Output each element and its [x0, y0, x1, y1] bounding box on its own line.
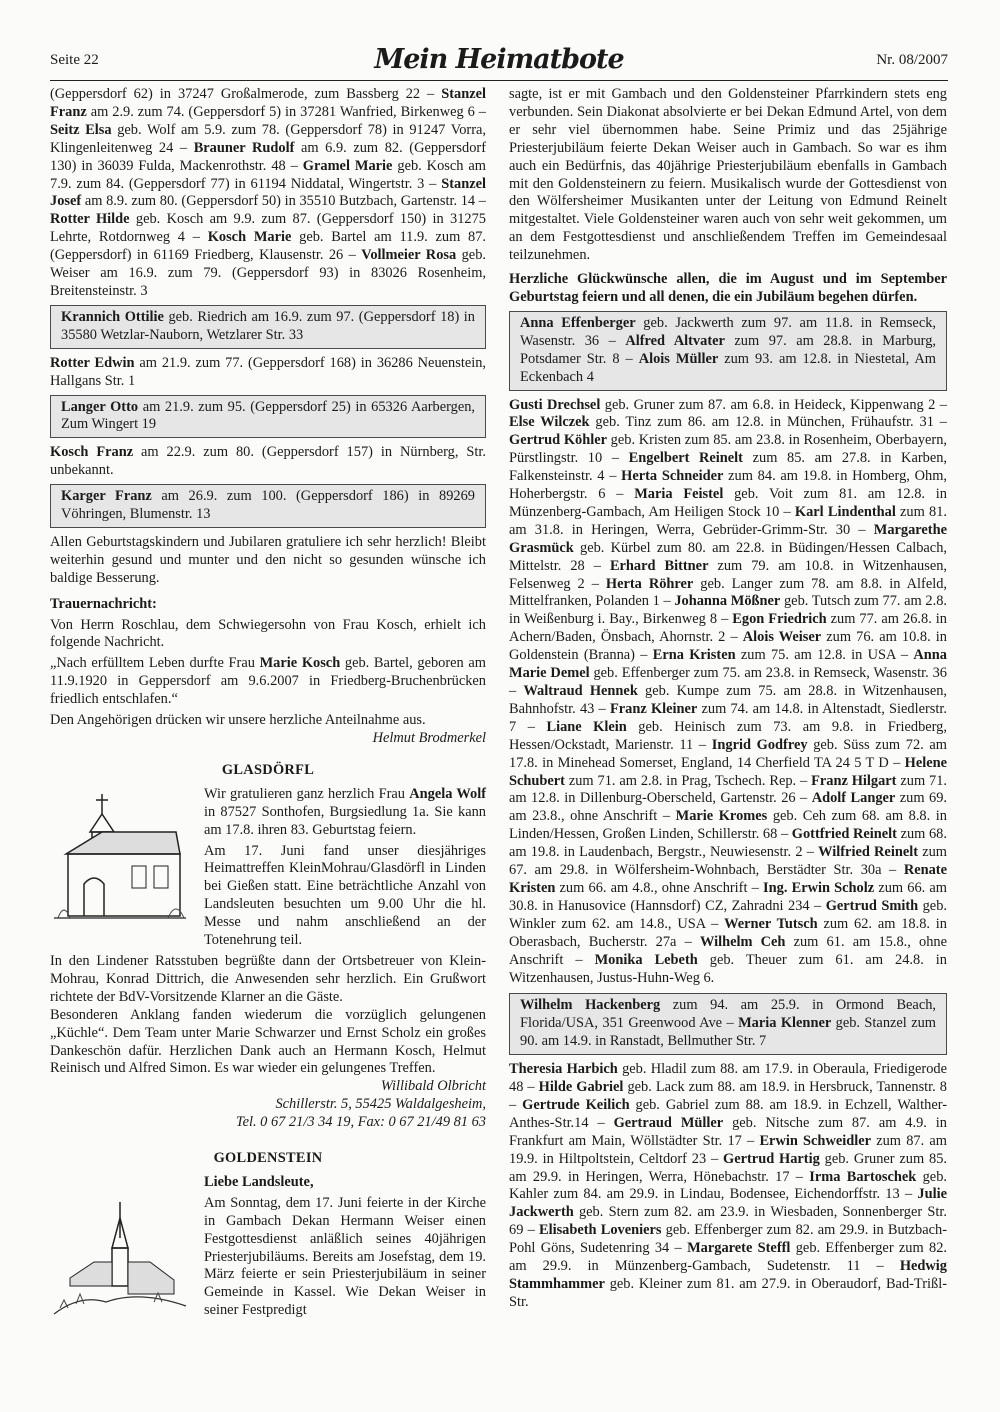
entry-text: geb. Kleiner zum 81. am 27.9. in Oberaudorf, Bad-Trißl-Str. — [509, 1276, 947, 1310]
birthday-entry — [50, 355, 486, 391]
entry-text: geb. Stanzel zum 90. am 14.9. in Ranstadt, Bellmuther Str. 7 — [520, 1015, 936, 1050]
person-name: Waltraud Hennek — [523, 683, 638, 699]
person-name: Gertrud Köhler — [509, 432, 607, 449]
author-signature: Willibald Olbricht — [380, 1078, 486, 1095]
entry-text: zum 68. am 19.8. in Laudenbach, Bergstr., Neuwiesenstr. 2 – — [509, 826, 947, 861]
person-name: Angela Wolf — [409, 785, 487, 802]
highlight-box — [50, 484, 486, 528]
person-name: Gusti Drechsel — [509, 396, 601, 413]
entry-text: geb. Kosch am 9.9. zum 87. (Geppersdorf 150) in 31275 Lehrte, Rotdornweg 4 – — [50, 211, 486, 246]
person-name: Gramel Marie — [302, 157, 393, 174]
entry-text: geb. Effenberger zum 75. am 23.8. in Remseck, Wasenstr. 36 – — [509, 665, 947, 699]
birthday-entry — [50, 444, 486, 480]
person-name: Ingrid Godfrey — [711, 736, 808, 753]
obituary-text — [50, 655, 486, 709]
entry-text: am 2.9. zum 74. (Geppersdorf 5) in 37281 Wanfried, Birkenweg 6 – — [86, 103, 486, 120]
person-name: Egon Friedrich — [732, 611, 827, 628]
person-name: Werner Tutsch — [724, 915, 818, 932]
goldenstein-salutation: Liebe Landsleute, — [204, 1173, 314, 1190]
person-name: Marie Kosch — [259, 655, 341, 672]
person-name: Gertrud Hartig — [723, 1150, 820, 1167]
obituary-heading: Trauernachricht: — [50, 595, 157, 612]
entry-text: zum 77. am 26.8. in Achern/Baden, Önsbach, Ahornstr. 2 – — [509, 611, 947, 646]
entry-text: geb. Bartel am 11.9. zum 87. (Geppersdorf) in 61169 Friedberg, Klausenstr. 26 – — [50, 229, 487, 264]
entry-text: geb. Tinz zum 86. am 12.8. in München, Frühaufstr. 31 – — [589, 414, 947, 431]
entry-text: zum 94. am 25.9. in Ormond Beach, Florida/USA, 351 Greenwood Ave – — [520, 997, 936, 1032]
person-name: Wilhelm Ceh — [699, 933, 786, 950]
person-name: Franz Hilgart — [811, 772, 897, 789]
entry-text: geb. Riedrich am 16.9. zum 97. (Geppersdorf 18) in 35580 Wetzlar-Nauborn, Wetzlarer Str. 33 — [61, 308, 475, 343]
congratulations-heading: Herzliche Glückwünsche allen, die im August und im September Geburtstag feiern und all denen, die ein Jubiläum begehen dürfen. — [509, 271, 947, 305]
entry-text: geb. Kumpe zum 75. am 28.8. in Witzenhausen, Bahnhofstr. 43 – — [509, 683, 948, 717]
person-name: Langer Otto — [61, 398, 139, 415]
person-name: Helene Schubert — [509, 754, 947, 789]
entry-text: geb. Lack zum 88. am 18.9. in Hersbruck, Tannenstr. 8 – — [509, 1079, 948, 1113]
highlight-box — [509, 311, 947, 391]
entry-text: geb. Weiser am 16.9. zum 79. (Geppersdorf 93) in 83026 Rosenheim, Breitensteinstr. 3 — [50, 247, 486, 299]
entry-text: am 22.9. zum 80. (Geppersdorf 157) in Nürnberg, Str. unbekannt. — [50, 444, 487, 479]
goldenstein-text-continued: sagte, ist er mit Gambach und den Goldensteiner Pfarrkindern stets eng verbunden. Sein Diakonat absolvierte er bei Dekan Edmund Artel, von dem er sehr viel übernommen habe. Seine Primiz und das 25jährige Priesterjubiläum feierte Dekan Weiser auch in Gambach. So war es ihm auch ein Bedürfnis, das 40jährige Priesterjubiläum ebenfalls in Gambach mit den Goldensteinern zu feiern. Musikalisch wurde der Gottesdienst von den Wölfersheimer Musikanten unter der Leitung von Edmund Reinelt mitgestaltet. Viele Goldensteiner waren auch von sehr weit gekommen, um an dem Festgottesdienst und anschließendem Treffen im Gemeindesaal teilzunehmen. — [509, 86, 947, 264]
person-name: Monika Lebeth — [594, 951, 698, 968]
person-name: Anna Effenberger — [520, 314, 636, 331]
issue-number: Nr. 08/2007 — [876, 52, 948, 68]
chapel-illustration — [50, 792, 194, 936]
entry-text: (Geppersdorf 62) in 37247 Großalmerode, zum Bassberg 22 – — [50, 86, 442, 102]
left-column — [50, 86, 486, 1324]
glasdoerfl-meeting-text: Am 17. Juni fand unser diesjähriges Heimattreffen KleinMohrau/Glasdörfl in Linden bei Gießen statt. Eine beträchtliche Anzahl von Landsleuten besuchten um 9.00 Uhr die hl. Messe und nahm anschließend an der Totenehrung teil. — [204, 842, 486, 949]
entry-text: zum 75. am 12.8. in USA – — [735, 647, 914, 664]
person-name: Johanna Mößner — [674, 593, 781, 610]
entry-text: geb. Jackwerth zum 97. am 11.8. in Remseck, Wasenstr. 36 – — [520, 314, 936, 349]
person-name: Vollmeier Rosa — [361, 247, 457, 264]
entry-text: geb. Gabriel zum 88. am 18.9. in Echzell, Walther-Anthes-Str.14 – — [509, 1096, 948, 1131]
entry-text: geb. Effenberger zum 82. am 29.9. in Münzenberg-Gambach, Sudetenstr. 11 – — [509, 1240, 948, 1275]
page-header — [50, 44, 948, 78]
person-name: Maria Feistel — [634, 486, 724, 503]
person-name: Herta Röhrer — [605, 575, 694, 592]
section-title-goldenstein: GOLDENSTEIN — [213, 1150, 323, 1167]
greeting-text: Allen Geburtstagskindern und Jubilaren gratuliere ich sehr herzlich! Bleibt weiterhin gesund und munter und den nicht so gesunden wünsche ich baldige Besserung. — [50, 533, 486, 586]
entry-text: zum 71. am 12.8. in Dillenburg-Oberscheld, Gartenstr. 26 – — [509, 772, 947, 807]
entry-text: geb. Kristen zum 85. am 23.8. in Rosenheim, Oberbayern, Pürstlingstr. 10 – — [509, 432, 947, 467]
person-name: Kosch Marie — [207, 229, 292, 246]
church-illustration — [50, 1198, 194, 1322]
entry-text: geb. Wolf am 5.9. zum 78. (Geppersdorf 78) in 91247 Vorra, Klingenleitenweg 24 – — [50, 121, 486, 156]
entry-text: zum 84. am 19.8. in Homberg, Ohm, Hoherbergstr. 6 – — [509, 468, 947, 503]
entry-text: zum 85. am 27.8. in Karben, Falkensteinstr. 4 – — [509, 450, 947, 485]
entry-text: am 26.9. zum 100. (Geppersdorf 186) in 89269 Vöhringen, Blumenstr. 13 — [61, 488, 475, 523]
september-birthday-list — [509, 1061, 947, 1312]
person-name: Alois Müller — [638, 350, 719, 367]
entry-text: zum 97. am 28.8. in Marburg, Potsdamer Str. 8 – — [520, 332, 936, 367]
entry-text: geb. Tutsch zum 77. am 2.8. in Weißenburg i. Bay., Birkenweg 8 – — [509, 593, 947, 628]
person-name: Karger Franz — [61, 488, 152, 505]
entry-text: zum 81. am 31.8. in Heringen, Werra, Gebrüder-Grimm-Str. 30 – — [509, 503, 947, 538]
person-name: Engelbert Reinelt — [628, 450, 743, 467]
author-address: Schillerstr. 5, 55425 Waldalgesheim, — [275, 1096, 486, 1113]
person-name: Irma Bartoschek — [809, 1168, 917, 1185]
person-name: Brauner Rudolf — [193, 139, 295, 156]
entry-text: geb. Effenberger zum 82. am 29.9. in Butzbach-Pohl Göns, Sudetenring 34 – — [509, 1222, 947, 1257]
person-name: Margarethe Grasmück — [509, 521, 947, 556]
person-name: Wilfried Reinelt — [818, 844, 919, 861]
person-name: Hilde Gabriel — [538, 1079, 624, 1096]
entry-text: zum 79. am 10.8. in Witzenhausen, Felsenweg 2 – — [509, 557, 947, 592]
person-name: Erwin Schweidler — [759, 1132, 871, 1149]
entry-text: zum 87. am 19.9. in Hiltpoltstein, Celtdorf 23 – — [509, 1132, 947, 1167]
person-name: Gottfried Reinelt — [791, 826, 897, 843]
person-name: Julie Jackwerth — [509, 1186, 947, 1221]
entry-text: am 21.9. zum 95. (Geppersdorf 25) in 65326 Aarbergen, Zum Wingert 19 — [61, 398, 476, 433]
person-name: Rotter Edwin — [50, 354, 135, 371]
entry-text: geb. Winkler zum 62. am 14.8., USA – — [509, 897, 947, 932]
person-name: Alois Weiser — [742, 629, 822, 646]
header-rule — [50, 80, 948, 81]
entry-text: geb. Heinisch zum 73. am 9.8. in Friedberg, Hessen/Ockstadt, Marienstr. 11 – — [509, 718, 947, 753]
person-name: Adolf Langer — [811, 790, 896, 807]
entry-text: geb. Kürbel zum 80. am 22.8. in Büdingen/Hessen Calbach, Mittelstr. 28 – — [509, 539, 947, 574]
person-name: Gertraud Müller — [613, 1114, 724, 1131]
person-name: Hedwig Stammhammer — [509, 1258, 947, 1292]
author-phone: Tel. 0 67 21/3 34 19, Fax: 0 67 21/49 81 63 — [235, 1114, 486, 1131]
entry-text: zum 61. am 15.8., ohne Anschrift – — [509, 933, 947, 968]
glasdoerfl-thanks-text: Besonderen Anklang fanden wiederum die vorzüglich gelungenen „Küchle“. Dem Team unter Marie Schwarzer und Ernst Scholz ein großes Dankeschön dafür. Herzlichen Dank auch an Hermann Kosch, Helmut Reinisch und Alfred Simon. Es war wieder ein gelungenes Treffen. — [50, 1006, 486, 1077]
person-name: Franz Kleiner — [609, 700, 698, 717]
entry-text: geb. Theuer zum 61. am 24.8. in Witzenhausen, Justus-Huhn-Weg 6. — [509, 951, 948, 986]
august-birthday-list — [509, 397, 947, 988]
entry-text: geb. Süss zum 72. am 17.8. in Minehead Somerset, England, 14 Cherfield TA 24 5 T D – — [509, 736, 947, 771]
entry-text: zum 76. am 10.8. in Goldenstein (Branna) – — [509, 629, 947, 664]
person-name: Herta Schneider — [621, 468, 724, 485]
entry-text: geb. Stern zum 82. am 23.9. in Wiesbaden, Sonnenberger Str. 69 – — [509, 1204, 947, 1239]
glasdoerfl-greeting-text: In den Lindener Ratsstuben begrüßte dann der Ortsbetreuer von Klein-Mohrau, Konrad Dittrich, die Anwesenden sehr herzlich. Ein Grußwort richtete der BdV-Vorsitzende Klarner an die Gäste. — [50, 952, 486, 1005]
person-name: Ing. Erwin Scholz — [763, 879, 875, 896]
entry-text: zum 66. am 4.8., ohne Anschrift – — [555, 879, 764, 896]
person-name: Erna Kristen — [652, 647, 736, 664]
entry-text: zum 93. am 12.8. in Niestetal, Am Eckenbach 4 — [520, 350, 936, 385]
condolence-text: Den Angehörigen drücken wir unsere herzliche Anteilnahme aus. — [50, 712, 426, 729]
entry-text: geb. Bartel, geboren am 11.9.1920 in Geppersdorf am 9.6.2007 in Friedberg-Bruchenbrücken friedlich entschlafen.“ — [50, 655, 486, 708]
entry-text: „Nach erfülltem Leben durfte Frau — [50, 655, 260, 672]
person-name: Liane Klein — [546, 718, 627, 735]
masthead-logo: Mein Heimatbote — [374, 44, 624, 75]
person-name: Renate Kristen — [509, 862, 947, 896]
entry-text: in 87527 Sonthofen, Burgsiedlung 1a. Sie kann am 17.8. ihren 83. Geburtstag feiern. — [204, 803, 486, 838]
highlight-box — [50, 305, 486, 349]
person-name: Maria Klenner — [738, 1015, 832, 1032]
person-name: Alfred Altvater — [625, 332, 725, 349]
right-column — [509, 86, 947, 1315]
birthday-list-paragraph — [50, 86, 486, 301]
person-name: Kosch Franz — [50, 444, 134, 461]
entry-text: geb. Hladil zum 88. am 17.9. in Oberaula, Friedigerode 48 – — [509, 1061, 947, 1096]
person-name: Marie Kromes — [675, 808, 768, 825]
entry-text: zum 74. am 14.8. in Altenstadt, Siedlerstr. 7 – — [509, 700, 947, 735]
person-name: Elisabeth Loveniers — [538, 1222, 662, 1239]
highlight-box — [509, 993, 947, 1055]
entry-text: geb. Nitsche zum 87. am 4.9. in Frankfurt am Main, Wöllstädter Str. 17 – — [509, 1114, 947, 1149]
person-name: Gertrude Keilich — [522, 1096, 630, 1113]
entry-text: zum 66. am 30.8. in Hanusovice (Hannsdorf) CZ, Zahradni 234 – — [509, 879, 948, 914]
person-name: Gertrud Smith — [825, 897, 919, 914]
author-signature: Helmut Brodmerkel — [372, 730, 486, 746]
entry-text: Wir gratulieren ganz herzlich Frau — [204, 785, 410, 802]
entry-text: zum 71. am 2.8. in Prag, Tschech. Rep. – — [564, 772, 812, 789]
entry-text: geb. Ceh zum 68. am 8.8. in Linden/Hessen, Großen Linden, Schillerstr. 68 – — [509, 808, 947, 843]
entry-text: geb. Gruner zum 87. am 6.8. in Heideck, Kippenwang 2 – — [600, 396, 948, 413]
entry-text: geb. Voit zum 81. am 12.8. in Münzenberg-Gambach, Am Heiligen Stock 10 – — [509, 486, 947, 520]
entry-text: zum 69. am 23.8., ohne Anschrift – — [509, 790, 947, 825]
entry-text: geb. Langer zum 78. am 8.8. in Alfeld, Mittelfranken, Polanden 1 – — [509, 575, 947, 610]
entry-text: geb. Kahler zum 84. am 29.9. in Lindau, Bodensee, Eichendorffstr. 13 – — [509, 1168, 947, 1203]
entry-text: am 21.9. zum 77. (Geppersdorf 168) in 36286 Neuenstein, Hallgans Str. 1 — [50, 354, 487, 389]
obituary-intro: Von Herrn Roschlau, dem Schwiegersohn von Frau Kosch, erhielt ich folgende Nachricht. — [50, 616, 486, 651]
entry-text: geb. Kosch am 7.9. zum 84. (Geppersdorf 77) in 61194 Niddatal, Wingertstr. 3 – — [50, 157, 486, 192]
entry-text: geb. Gruner zum 85. am 29.9. in Heringen, Werra, Hönebachstr. 17 – — [509, 1150, 948, 1185]
person-name: Margarete Steffl — [687, 1240, 791, 1257]
entry-text: am 6.9. zum 82. (Geppersdorf 130) in 36039 Fulda, Mackenrothstr. 48 – — [50, 139, 487, 174]
person-name: Krannich Ottilie — [61, 308, 164, 325]
entry-text: am 8.9. zum 80. (Geppersdorf 50) in 35510 Butzbach, Gartenstr. 14 – — [81, 193, 486, 210]
person-name: Else Wilczek — [509, 414, 590, 431]
person-name: Anna Marie Demel — [509, 647, 948, 682]
person-name: Karl Lindenthal — [794, 503, 896, 520]
person-name: Rotter Hilde — [50, 211, 130, 228]
entry-text: zum 62. am 18.8. in Oberasbach, Bucherstr. 27a – — [509, 915, 947, 950]
person-name: Theresia Harbich — [509, 1061, 618, 1078]
section-title-glasdoerfl: GLASDÖRFL — [221, 761, 315, 778]
person-name: Seitz Elsa — [50, 121, 112, 138]
person-name: Stanzel Franz — [50, 86, 486, 120]
entry-text: zum 67. am 29.8. in Wölfersheim-Wohnbach, Berstädter Str. 30a – — [509, 844, 947, 879]
goldenstein-text: Am Sonntag, dem 17. Juni feierte in der Kirche in Gambach Dekan Hermann Weiser einen Festgottesdienst anläßlich seines 40jährigen Priesterjubiläums. Bereits am Josefstag, dem 19. März feierte er sein Priesterjubiläum in seiner Gemeinde in Kassel. Wie Dekan Weiser in seiner Festpredigt — [204, 1194, 486, 1319]
person-name: Erhard Bittner — [609, 557, 709, 574]
page-number: Seite 22 — [50, 52, 99, 68]
highlight-box — [50, 395, 486, 439]
person-name: Wilhelm Hackenberg — [520, 997, 661, 1014]
person-name: Stanzel Josef — [50, 175, 486, 210]
